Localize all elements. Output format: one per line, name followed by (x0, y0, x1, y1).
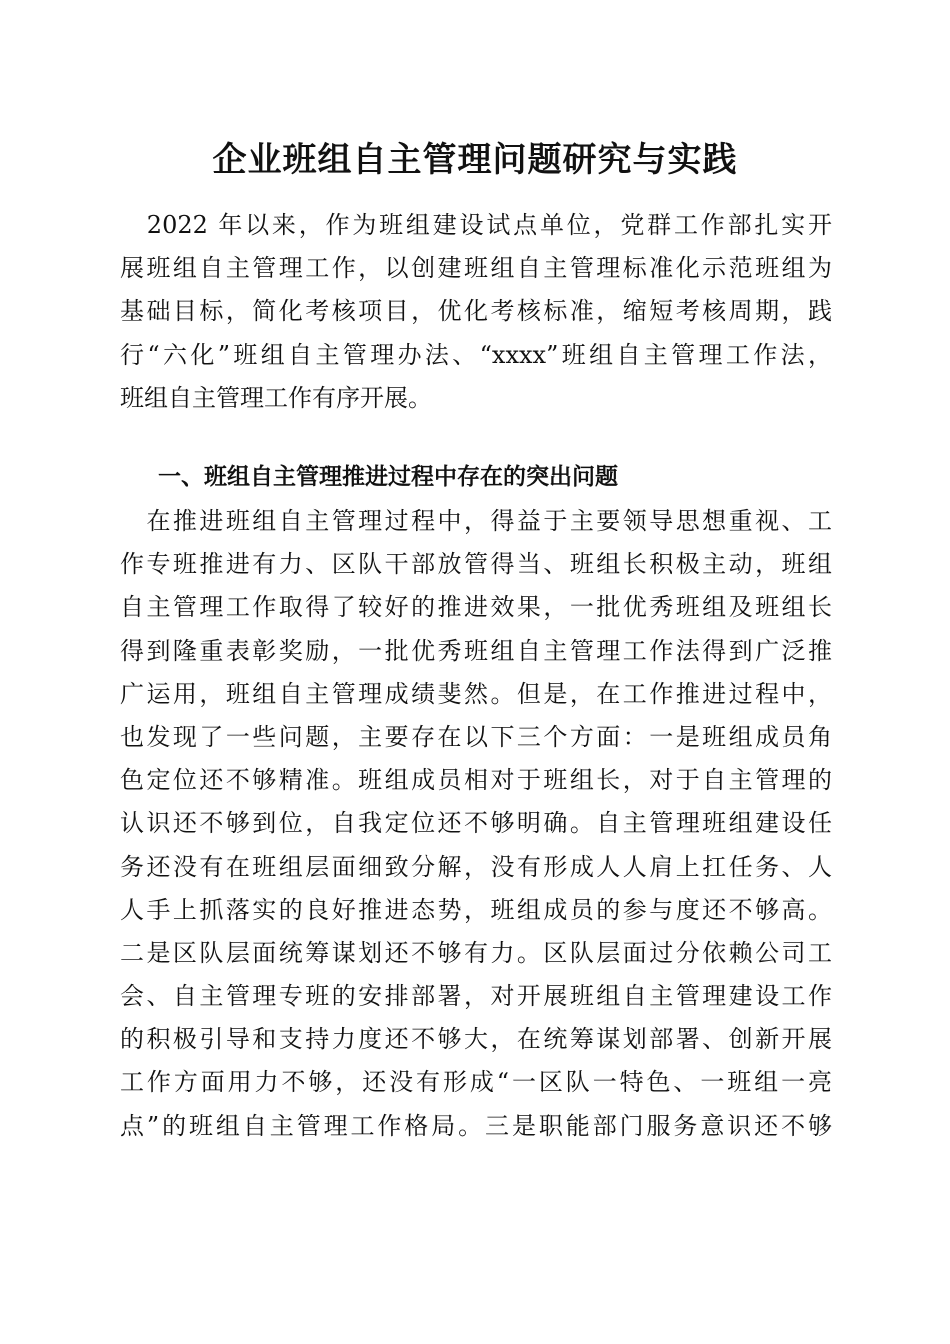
document-title: 企业班组自主管理问题研究与实践 (212, 140, 738, 180)
paragraph-line: 会、自主管理专班的安排部署，对开展班组自主管理建设工作 (120, 982, 832, 1011)
paragraph-line: 2022 年以来，作为班组建设试点单位，党群工作部扎实开 (120, 211, 832, 239)
section-heading: 一、班组自主管理推进过程中存在的突出问题 (158, 464, 618, 490)
paragraph-line: 作专班推进有力、区队干部放管得当、班组长积极主动，班组 (120, 550, 832, 579)
paragraph-line: 行“六化”班组自主管理办法、“xxxx”班组自主管理工作法， (120, 340, 832, 369)
paragraph-line: 色定位还不够精准。班组成员相对于班组长，对于自主管理的 (120, 766, 832, 795)
paragraph-line: 点”的班组自主管理工作格局。三是职能部门服务意识还不够 (120, 1111, 832, 1140)
paragraph-line: 认识还不够到位，自我定位还不够明确。自主管理班组建设任 (120, 809, 832, 838)
intro-paragraph (120, 204, 832, 420)
paragraph-line: 班组自主管理工作有序开展。 (120, 383, 432, 412)
paragraph-line: 的积极引导和支持力度还不够大，在统筹谋划部署、创新开展 (120, 1025, 832, 1054)
paragraph-line: 基础目标，简化考核项目，优化考核标准，缩短考核周期，践 (120, 297, 832, 326)
paragraph-line: 二是区队层面统筹谋划还不够有力。区队层面过分依赖公司工 (120, 938, 832, 967)
paragraph-line: 也发现了一些问题，主要存在以下三个方面：一是班组成员角 (120, 722, 832, 751)
paragraph-line: 展班组自主管理工作，以创建班组自主管理标准化示范班组为 (120, 254, 832, 283)
paragraph-line: 广运用，班组自主管理成绩斐然。但是，在工作推进过程中， (120, 679, 832, 708)
paragraph-line: 人手上抓落实的良好推进态势，班组成员的参与度还不够高。 (120, 895, 832, 924)
paragraph-line: 自主管理工作取得了较好的推进效果，一批优秀班组及班组长 (120, 593, 832, 622)
paragraph-line: 得到隆重表彰奖励，一批优秀班组自主管理工作法得到广泛推 (120, 636, 832, 665)
section1-paragraph (120, 500, 832, 1148)
paragraph-line: 务还没有在班组层面细致分解，没有形成人人肩上扛任务、人 (120, 852, 832, 881)
paragraph-line: 在推进班组自主管理过程中，得益于主要领导思想重视、工 (120, 507, 832, 535)
paragraph-line: 工作方面用力不够，还没有形成“一区队一特色、一班组一亮 (120, 1068, 832, 1097)
